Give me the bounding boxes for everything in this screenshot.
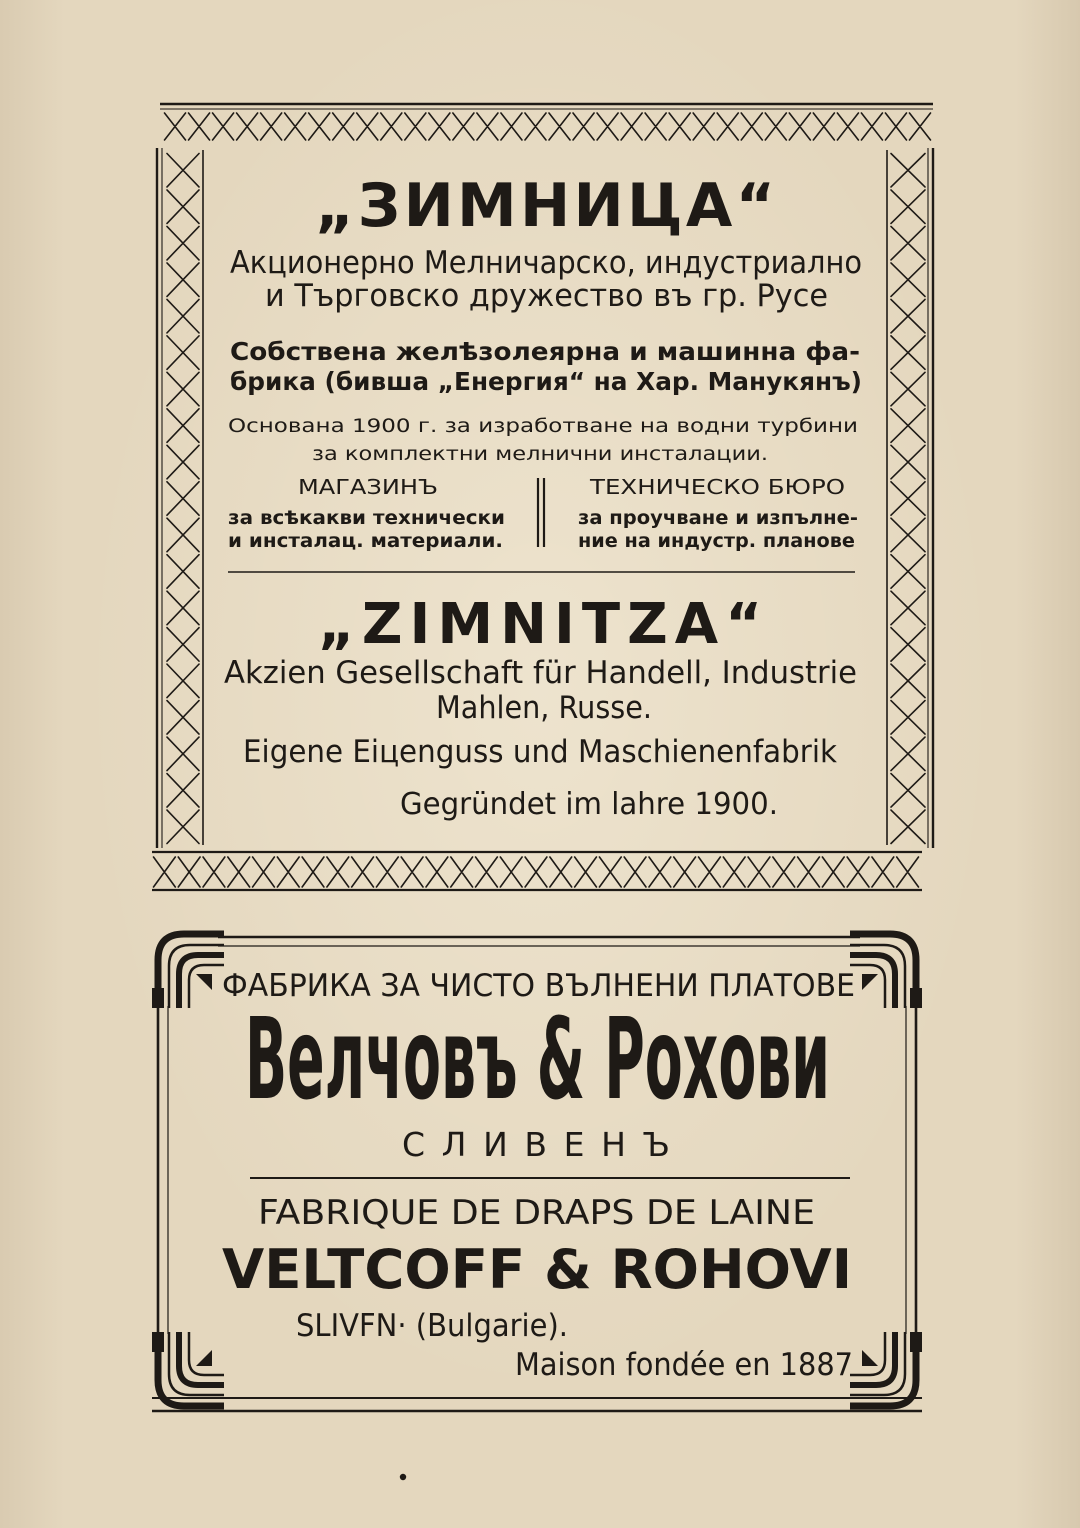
factory-line-2: брика (бивша „Енергия“ на Хар. Манукянъ): [230, 367, 862, 396]
corner-ornament-top-right: [850, 934, 922, 1008]
veltcoff-city-bg: СЛИВЕНЪ: [402, 1125, 670, 1164]
corner-ornament-bottom-left: [152, 1332, 224, 1406]
veltcoff-header-fr: FABRIQUE DE DRAPS DE LAINE: [258, 1193, 815, 1233]
ink-dot: [400, 1474, 406, 1480]
bureau-column: [578, 475, 858, 552]
company-line-1: Акционерно Мелничарско, индустриално: [230, 245, 862, 281]
shop-column: [228, 475, 505, 552]
company-de-line-2: Mahlen, Russe.: [436, 690, 652, 726]
veltcoff-header-bg: ФАБРИКА ЗА ЧИСТО ВЪЛНЕНИ ПЛАТОВЕ: [222, 968, 855, 1004]
corner-ornament-top-left: [152, 934, 224, 1008]
x-border-right: [891, 154, 925, 844]
shop-line-2: и инсталац. материали.: [228, 530, 503, 552]
bureau-line-2: ние на индустр. планове: [578, 530, 855, 552]
company-de-line-1: Akzien Gesellschaft für Handell, Industrie: [224, 655, 857, 691]
corner-ornament-bottom-right: [850, 1332, 922, 1406]
zimnitza-title-bg: „ЗИМНИЦА“: [315, 171, 775, 241]
bureau-heading: ТЕХНИЧЕСКО БЮРО: [588, 475, 845, 499]
x-border-left: [167, 154, 199, 844]
x-border-top: [165, 113, 931, 140]
veltcoff-name-bg: Велчовъ & Рохови: [245, 995, 830, 1125]
zimnitza-advertisement: [152, 104, 933, 890]
veltcoff-founded-fr: Maison fondée en 1887: [515, 1347, 853, 1383]
founded-line-1: Основана 1900 г. за изработване на водни турбини: [228, 415, 858, 437]
factory-de: Eigene Eiцenguss und Maschienenfabrik: [243, 734, 838, 770]
founded-line-2: за комплектни мелнични инсталации.: [312, 443, 768, 465]
bureau-line-1: за проучване и изпълне-: [578, 507, 858, 529]
shop-heading: МАГАЗИНЪ: [298, 475, 438, 499]
x-border-bottom: [154, 857, 919, 887]
shop-line-1: за всѣкакви технически: [228, 507, 505, 529]
veltcoff-city-fr: SLIVFN· (Bulgarie).: [296, 1308, 568, 1344]
zimnitza-title-de: „ZIMNITZA“: [318, 592, 762, 657]
factory-line-1: Собствена желѣзолеярна и машинна фа-: [230, 337, 860, 366]
founded-de: Gegründet im lahre 1900.: [400, 787, 778, 822]
veltcoff-name-fr: VELTCOFF & ROHOVI: [222, 1238, 852, 1301]
column-divider: [538, 478, 544, 547]
company-line-2: и Търговско дружество въ гр. Русе: [265, 278, 828, 314]
veltcoff-advertisement: [152, 934, 922, 1411]
